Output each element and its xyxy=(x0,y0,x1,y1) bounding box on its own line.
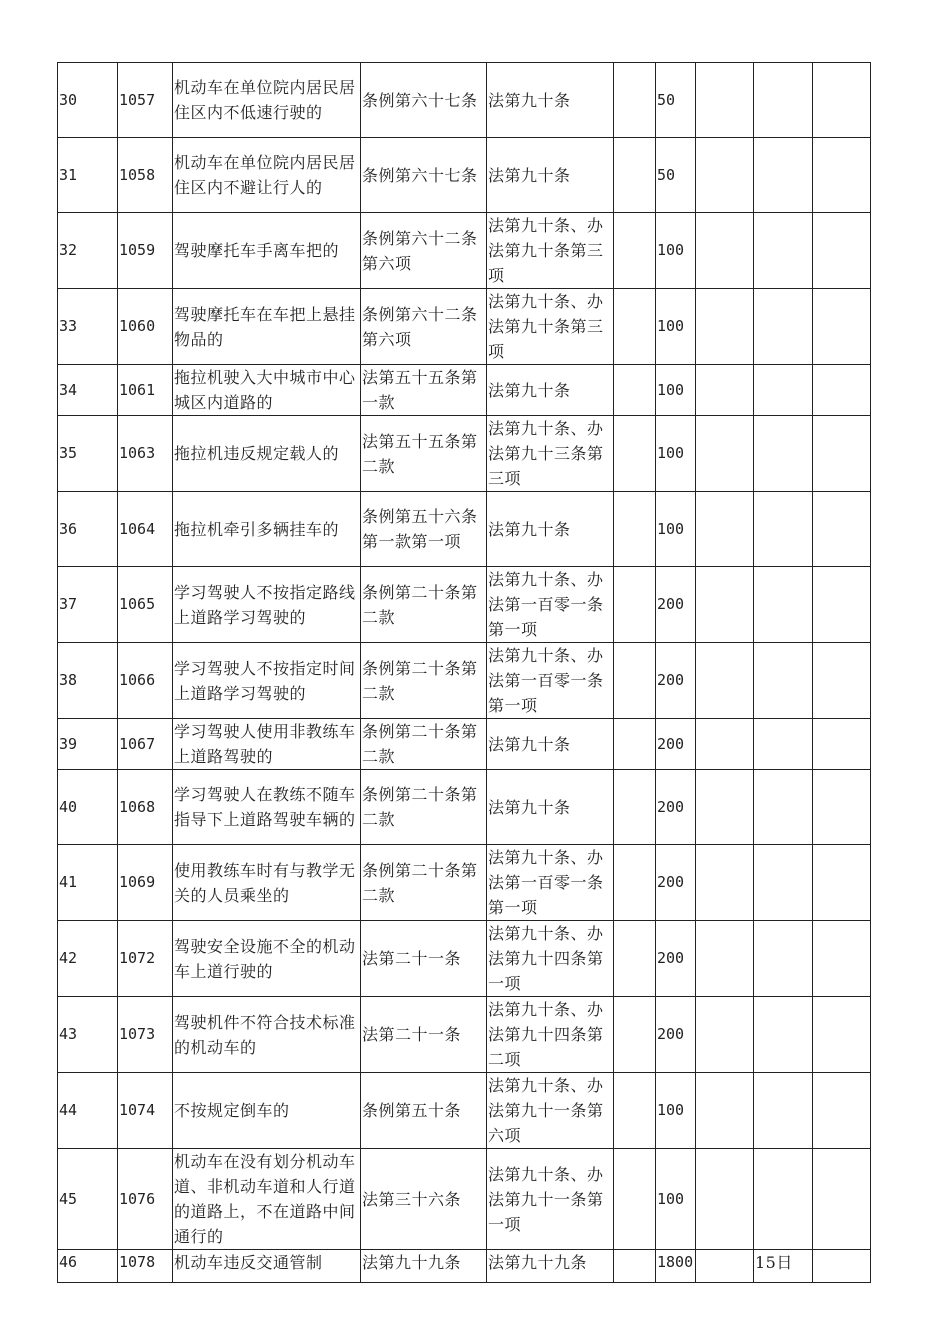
row-index-cell: 33 xyxy=(58,289,118,365)
violation-code-cell: 1065 xyxy=(118,567,173,643)
violation-code-cell: 1064 xyxy=(118,492,173,567)
blank-cell xyxy=(696,492,754,567)
violation-description-cell: 学习驾驶人不按指定时间上道路学习驾驶的 xyxy=(173,643,361,719)
blank-cell xyxy=(813,567,871,643)
blank-cell xyxy=(696,213,754,289)
detention-cell xyxy=(754,997,813,1073)
table-row xyxy=(58,1149,871,1250)
fine-amount-cell: 100 xyxy=(656,1073,696,1149)
legal-basis-cell: 条例第六十二条第六项 xyxy=(361,213,487,289)
penalty-basis-cell: 法第九十条、办法第九十三条第三项 xyxy=(487,416,614,492)
blank-cell xyxy=(696,770,754,845)
fine-amount-cell: 100 xyxy=(656,416,696,492)
legal-basis-cell: 条例第二十条第二款 xyxy=(361,845,487,921)
violation-code-cell: 1057 xyxy=(118,63,173,138)
blank-cell xyxy=(614,213,656,289)
table-row xyxy=(58,213,871,289)
row-index-cell: 38 xyxy=(58,643,118,719)
detention-cell xyxy=(754,567,813,643)
legal-basis-cell: 法第三十六条 xyxy=(361,1149,487,1250)
blank-cell xyxy=(614,770,656,845)
blank-cell xyxy=(614,365,656,416)
detention-cell xyxy=(754,643,813,719)
table-row xyxy=(58,845,871,921)
blank-cell xyxy=(813,845,871,921)
blank-cell xyxy=(696,921,754,997)
row-index-cell: 34 xyxy=(58,365,118,416)
blank-cell xyxy=(813,138,871,213)
violation-description-cell: 机动车在单位院内居民居住区内不低速行驶的 xyxy=(173,63,361,138)
detention-cell: 15日 xyxy=(754,1250,813,1283)
table-row xyxy=(58,416,871,492)
violation-code-cell: 1063 xyxy=(118,416,173,492)
fine-amount-cell: 200 xyxy=(656,567,696,643)
detention-cell xyxy=(754,845,813,921)
blank-cell xyxy=(696,1250,754,1283)
row-index-cell: 42 xyxy=(58,921,118,997)
legal-basis-cell: 法第五十五条第一款 xyxy=(361,365,487,416)
legal-basis-cell: 法第二十一条 xyxy=(361,921,487,997)
blank-cell xyxy=(614,643,656,719)
violation-code-cell: 1072 xyxy=(118,921,173,997)
blank-cell xyxy=(614,567,656,643)
violation-description-cell: 拖拉机牵引多辆挂车的 xyxy=(173,492,361,567)
fine-amount-cell: 200 xyxy=(656,770,696,845)
blank-cell xyxy=(696,289,754,365)
legal-basis-cell: 条例第五十条 xyxy=(361,1073,487,1149)
blank-cell xyxy=(614,138,656,213)
violation-description-cell: 机动车违反交通管制 xyxy=(173,1250,361,1283)
legal-basis-cell: 法第二十一条 xyxy=(361,997,487,1073)
violation-description-cell: 机动车在没有划分机动车道、非机动车道和人行道的道路上，不在道路中间通行的 xyxy=(173,1149,361,1250)
penalty-basis-cell: 法第九十条 xyxy=(487,770,614,845)
fine-amount-cell: 100 xyxy=(656,365,696,416)
fine-amount-cell: 50 xyxy=(656,138,696,213)
penalty-basis-cell: 法第九十条 xyxy=(487,365,614,416)
violation-description-cell: 学习驾驶人不按指定路线上道路学习驾驶的 xyxy=(173,567,361,643)
penalty-basis-cell: 法第九十条、办法第九十四条第二项 xyxy=(487,997,614,1073)
blank-cell xyxy=(614,997,656,1073)
legal-basis-cell: 条例第六十七条 xyxy=(361,138,487,213)
violation-description-cell: 驾驶安全设施不全的机动车上道行驶的 xyxy=(173,921,361,997)
fine-amount-cell: 200 xyxy=(656,643,696,719)
violation-description-cell: 学习驾驶人在教练不随车指导下上道路驾驶车辆的 xyxy=(173,770,361,845)
detention-cell xyxy=(754,719,813,770)
blank-cell xyxy=(614,1250,656,1283)
row-index-cell: 44 xyxy=(58,1073,118,1149)
legal-basis-cell: 条例第六十七条 xyxy=(361,63,487,138)
fine-amount-cell: 200 xyxy=(656,845,696,921)
violation-code-cell: 1069 xyxy=(118,845,173,921)
blank-cell xyxy=(813,643,871,719)
penalty-basis-cell: 法第九十条、办法第九十一条第一项 xyxy=(487,1149,614,1250)
legal-basis-cell: 法第九十九条 xyxy=(361,1250,487,1283)
detention-cell xyxy=(754,138,813,213)
detention-cell xyxy=(754,365,813,416)
table-row xyxy=(58,921,871,997)
violation-description-cell: 不按规定倒车的 xyxy=(173,1073,361,1149)
penalty-basis-cell: 法第九十条、办法第一百零一条第一项 xyxy=(487,845,614,921)
row-index-cell: 39 xyxy=(58,719,118,770)
violation-description-cell: 机动车在单位院内居民居住区内不避让行人的 xyxy=(173,138,361,213)
blank-cell xyxy=(813,492,871,567)
blank-cell xyxy=(614,1073,656,1149)
violation-code-cell: 1058 xyxy=(118,138,173,213)
blank-cell xyxy=(813,719,871,770)
blank-cell xyxy=(696,365,754,416)
blank-cell xyxy=(696,138,754,213)
table-row xyxy=(58,1250,871,1283)
blank-cell xyxy=(696,567,754,643)
table-row xyxy=(58,719,871,770)
table-row xyxy=(58,138,871,213)
row-index-cell: 31 xyxy=(58,138,118,213)
violation-code-cell: 1074 xyxy=(118,1073,173,1149)
penalty-basis-cell: 法第九十条、办法第九十一条第六项 xyxy=(487,1073,614,1149)
table-row xyxy=(58,1073,871,1149)
penalty-basis-cell: 法第九十条、办法第一百零一条第一项 xyxy=(487,643,614,719)
blank-cell xyxy=(813,921,871,997)
blank-cell xyxy=(813,289,871,365)
fine-amount-cell: 100 xyxy=(656,492,696,567)
violation-description-cell: 学习驾驶人使用非教练车上道路驾驶的 xyxy=(173,719,361,770)
violation-code-cell: 1068 xyxy=(118,770,173,845)
detention-cell xyxy=(754,921,813,997)
blank-cell xyxy=(813,416,871,492)
detention-cell xyxy=(754,213,813,289)
row-index-cell: 43 xyxy=(58,997,118,1073)
blank-cell xyxy=(813,365,871,416)
legal-basis-cell: 条例第二十条第二款 xyxy=(361,567,487,643)
blank-cell xyxy=(614,289,656,365)
legal-basis-cell: 条例第六十二条第六项 xyxy=(361,289,487,365)
penalty-basis-cell: 法第九十条 xyxy=(487,492,614,567)
penalty-basis-cell: 法第九十条 xyxy=(487,63,614,138)
violation-code-cell: 1073 xyxy=(118,997,173,1073)
penalty-basis-cell: 法第九十条、办法第一百零一条第一项 xyxy=(487,567,614,643)
blank-cell xyxy=(696,643,754,719)
violation-description-cell: 驾驶摩托车手离车把的 xyxy=(173,213,361,289)
row-index-cell: 37 xyxy=(58,567,118,643)
blank-cell xyxy=(813,63,871,138)
blank-cell xyxy=(813,1073,871,1149)
row-index-cell: 45 xyxy=(58,1149,118,1250)
violation-code-cell: 1059 xyxy=(118,213,173,289)
table-row xyxy=(58,63,871,138)
detention-cell xyxy=(754,1073,813,1149)
blank-cell xyxy=(696,845,754,921)
legal-basis-cell: 条例第二十条第二款 xyxy=(361,643,487,719)
violation-code-cell: 1076 xyxy=(118,1149,173,1250)
table-row xyxy=(58,365,871,416)
violation-code-cell: 1066 xyxy=(118,643,173,719)
blank-cell xyxy=(813,770,871,845)
violation-code-cell: 1061 xyxy=(118,365,173,416)
row-index-cell: 32 xyxy=(58,213,118,289)
blank-cell xyxy=(696,1073,754,1149)
violation-description-cell: 拖拉机驶入大中城市中心城区内道路的 xyxy=(173,365,361,416)
blank-cell xyxy=(614,492,656,567)
fine-amount-cell: 200 xyxy=(656,719,696,770)
blank-cell xyxy=(614,921,656,997)
violation-code-cell: 1078 xyxy=(118,1250,173,1283)
blank-cell xyxy=(813,1149,871,1250)
penalty-basis-cell: 法第九十九条 xyxy=(487,1250,614,1283)
detention-cell xyxy=(754,492,813,567)
legal-basis-cell: 条例第二十条第二款 xyxy=(361,770,487,845)
blank-cell xyxy=(614,63,656,138)
penalty-table xyxy=(57,62,871,1283)
violation-description-cell: 拖拉机违反规定载人的 xyxy=(173,416,361,492)
blank-cell xyxy=(813,1250,871,1283)
row-index-cell: 41 xyxy=(58,845,118,921)
penalty-basis-cell: 法第九十条 xyxy=(487,719,614,770)
blank-cell xyxy=(614,845,656,921)
violation-description-cell: 驾驶机件不符合技术标准的机动车的 xyxy=(173,997,361,1073)
blank-cell xyxy=(614,416,656,492)
legal-basis-cell: 法第五十五条第二款 xyxy=(361,416,487,492)
penalty-basis-cell: 法第九十条、办法第九十四条第一项 xyxy=(487,921,614,997)
penalty-basis-cell: 法第九十条、办法第九十条第三项 xyxy=(487,213,614,289)
violation-description-cell: 使用教练车时有与教学无关的人员乘坐的 xyxy=(173,845,361,921)
legal-basis-cell: 条例第二十条第二款 xyxy=(361,719,487,770)
table-row xyxy=(58,492,871,567)
blank-cell xyxy=(696,416,754,492)
blank-cell xyxy=(696,997,754,1073)
row-index-cell: 46 xyxy=(58,1250,118,1283)
row-index-cell: 40 xyxy=(58,770,118,845)
table-row xyxy=(58,770,871,845)
fine-amount-cell: 100 xyxy=(656,289,696,365)
violation-code-cell: 1060 xyxy=(118,289,173,365)
table-body xyxy=(58,63,871,1283)
detention-cell xyxy=(754,1149,813,1250)
table-row xyxy=(58,567,871,643)
fine-amount-cell: 100 xyxy=(656,1149,696,1250)
row-index-cell: 30 xyxy=(58,63,118,138)
detention-cell xyxy=(754,63,813,138)
fine-amount-cell: 100 xyxy=(656,213,696,289)
blank-cell xyxy=(614,719,656,770)
blank-cell xyxy=(696,63,754,138)
blank-cell xyxy=(696,1149,754,1250)
table-row xyxy=(58,289,871,365)
violation-description-cell: 驾驶摩托车在车把上悬挂物品的 xyxy=(173,289,361,365)
fine-amount-cell: 200 xyxy=(656,997,696,1073)
detention-cell xyxy=(754,289,813,365)
row-index-cell: 35 xyxy=(58,416,118,492)
fine-amount-cell: 1800 xyxy=(656,1250,696,1283)
blank-cell xyxy=(696,719,754,770)
legal-basis-cell: 条例第五十六条第一款第一项 xyxy=(361,492,487,567)
detention-cell xyxy=(754,416,813,492)
blank-cell xyxy=(813,213,871,289)
fine-amount-cell: 50 xyxy=(656,63,696,138)
blank-cell xyxy=(614,1149,656,1250)
blank-cell xyxy=(813,997,871,1073)
violation-code-cell: 1067 xyxy=(118,719,173,770)
table-row xyxy=(58,643,871,719)
row-index-cell: 36 xyxy=(58,492,118,567)
penalty-basis-cell: 法第九十条、办法第九十条第三项 xyxy=(487,289,614,365)
fine-amount-cell: 200 xyxy=(656,921,696,997)
table-row xyxy=(58,997,871,1073)
penalty-basis-cell: 法第九十条 xyxy=(487,138,614,213)
detention-cell xyxy=(754,770,813,845)
